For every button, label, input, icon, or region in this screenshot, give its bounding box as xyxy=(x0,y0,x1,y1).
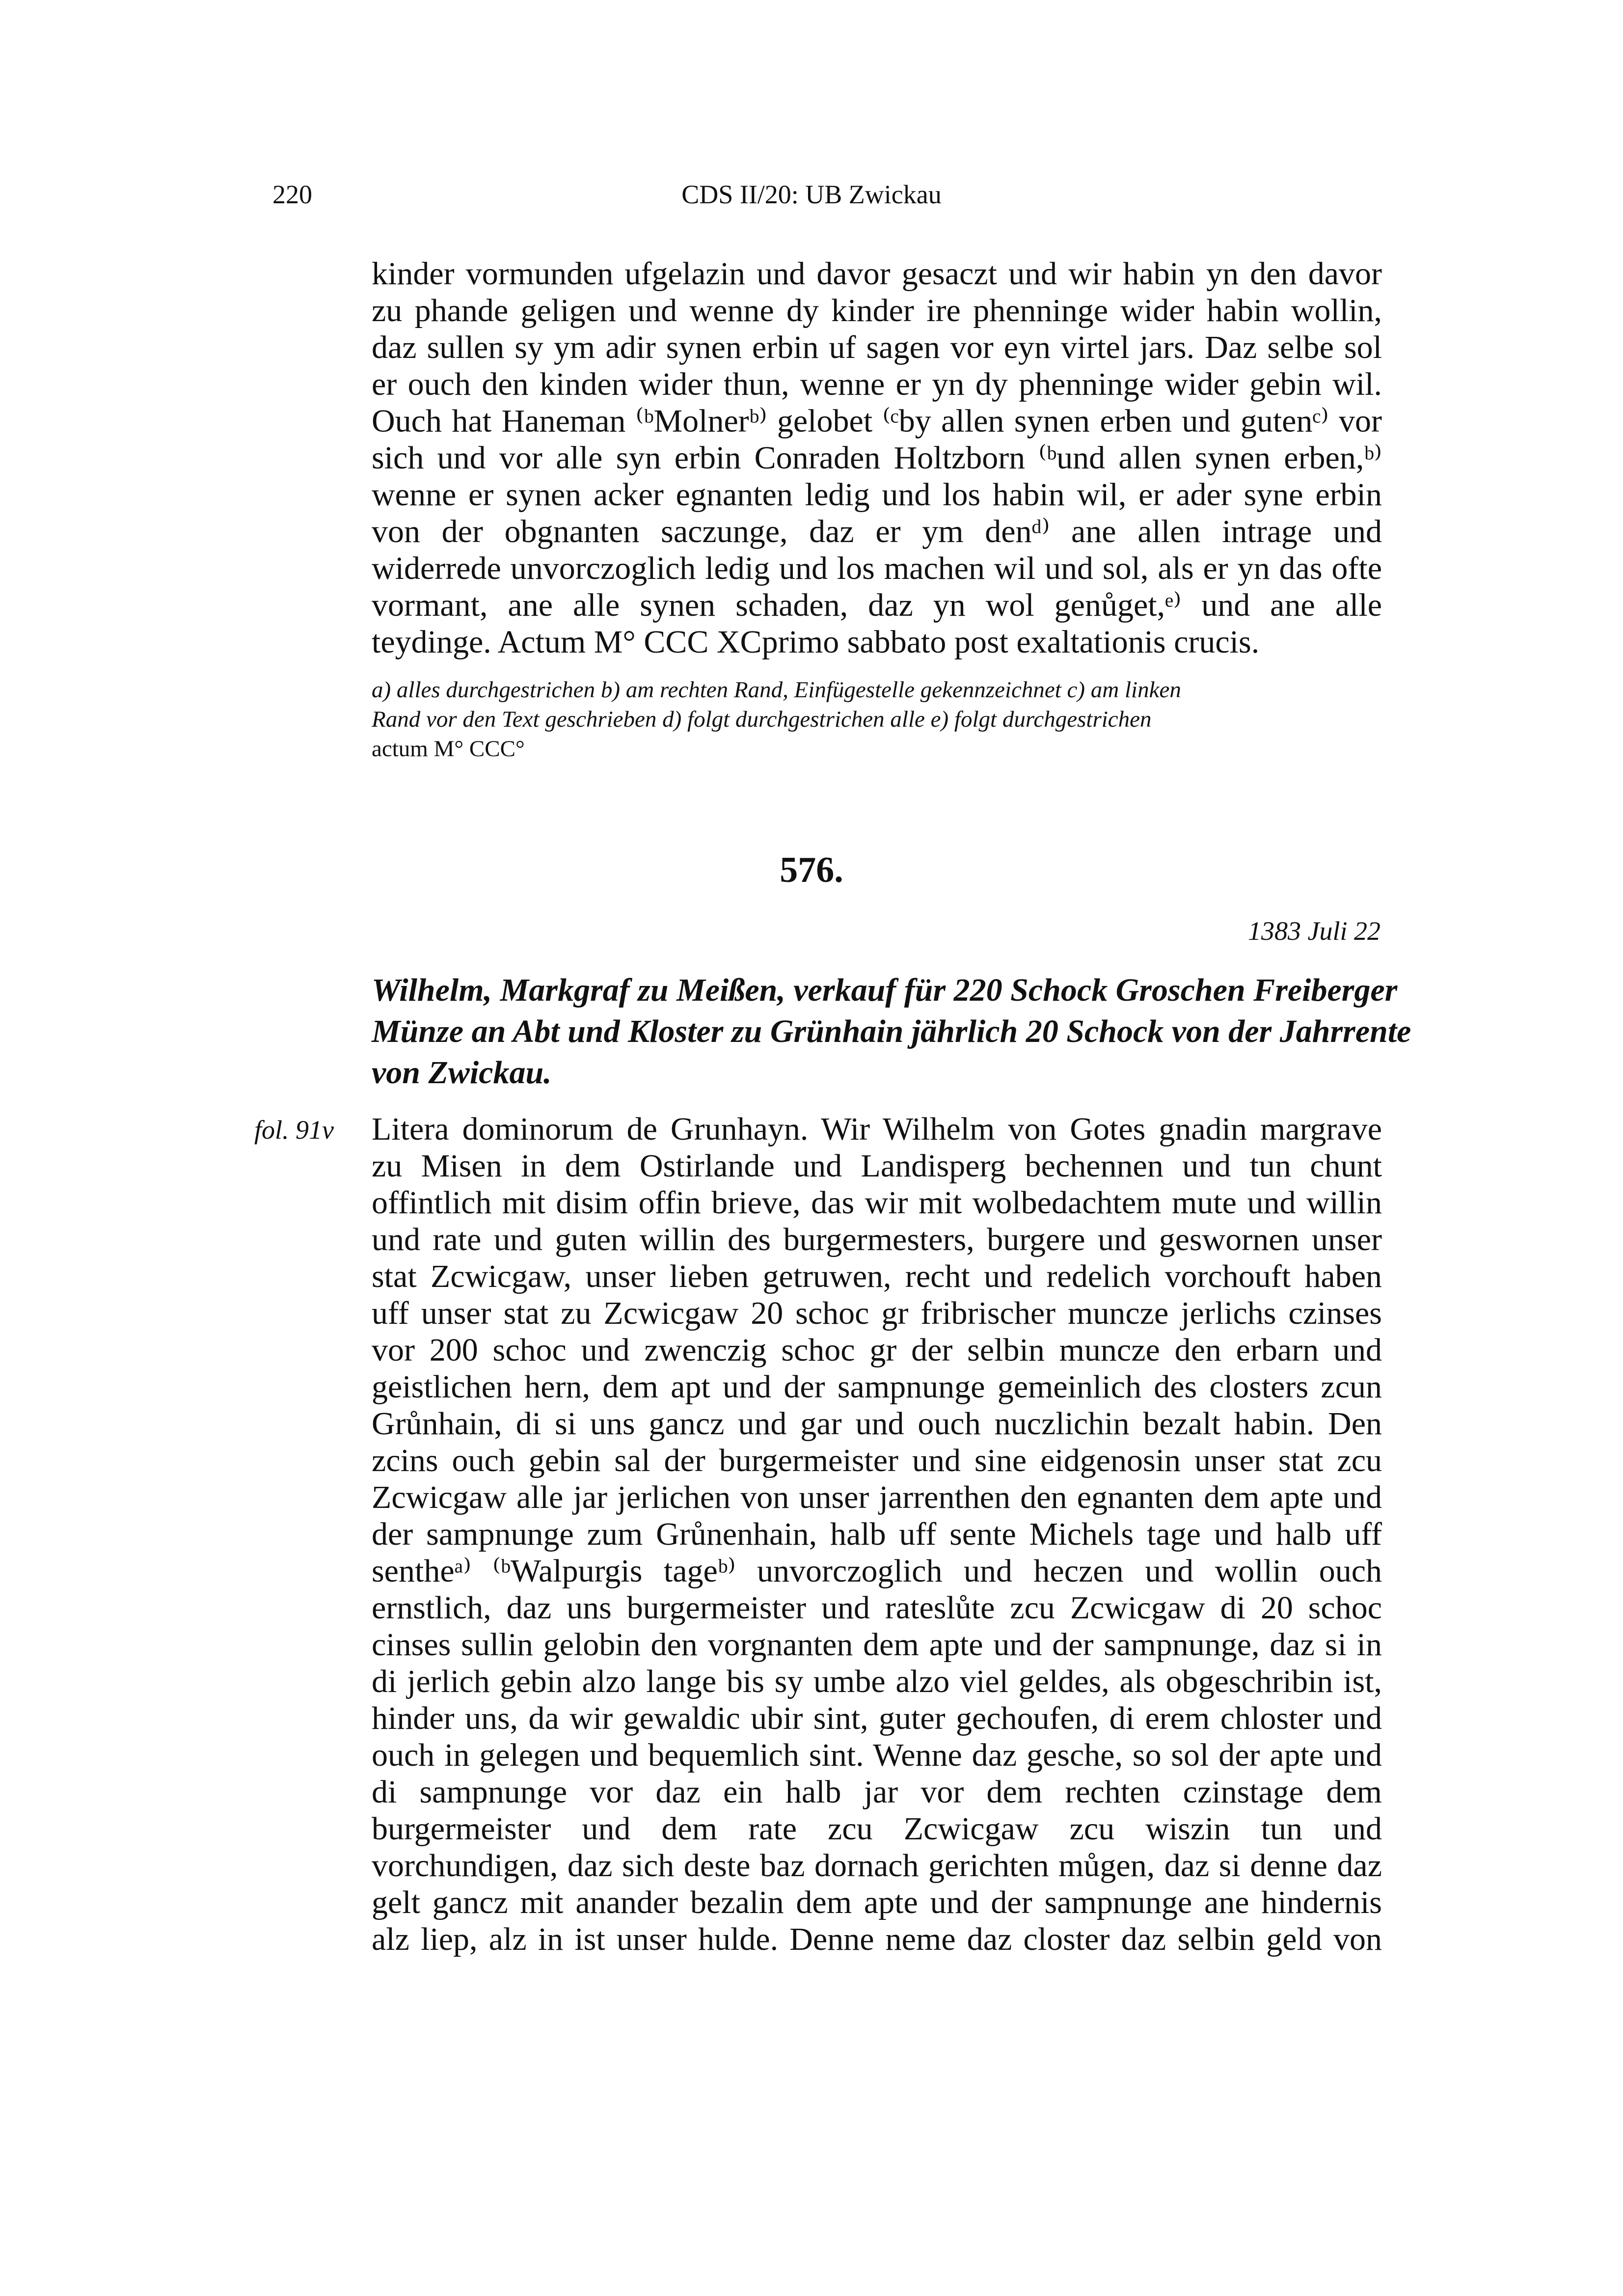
text-line: hinder uns, da wir gewaldic ubir sint, guter gechoufen, di erem chloster und xyxy=(372,1700,1382,1736)
text-line: vormant, ane alle synen schaden, daz yn wol genůget,ᵉ⁾ und ane alle xyxy=(372,587,1382,623)
text-line: offintlich mit disim offin brieve, das wir mit wolbedachtem mute und willin xyxy=(372,1185,1382,1221)
text-line: zu phande geligen und wenne dy kinder ire phenninge wider habin wollin, xyxy=(372,293,1382,328)
text-line: sentheᵃ⁾ ⁽ᵇWalpurgis tageᵇ⁾ unvorczoglich und heczen und wollin ouch xyxy=(372,1553,1382,1589)
regest-line: Münze an Abt und Kloster zu Grünhain jährlich 20 Schock von der Jahrrente xyxy=(372,1013,1411,1049)
text-line: zcins ouch gebin sal der burgermeister und sine eidgenosin unser stat zcu xyxy=(372,1443,1382,1478)
regest-line: von Zwickau. xyxy=(372,1055,552,1091)
text-line: vorchundigen, daz sich deste baz dornach gerichten můgen, daz si denne daz xyxy=(372,1848,1382,1884)
text-line: teydinge. Actum M° CCC XCprimo sabbato post exaltationis crucis. xyxy=(372,624,1260,660)
apparatus-line: a) alles durchgestrichen b) am rechten Rand, Einfügestelle gekennzeichnet c) am linken xyxy=(372,677,1181,703)
text-line: ouch in gelegen und bequemlich sint. Wenne daz gesche, so sol der apte und xyxy=(372,1737,1382,1773)
text-line: ernstlich, daz uns burgermeister und rateslůte zcu Zcwicgaw di 20 schoc xyxy=(372,1590,1382,1626)
apparatus-line: actum M° CCC° xyxy=(372,736,525,762)
text-line: cinses sullin gelobin den vorgnanten dem apte und der sampnunge, daz si in xyxy=(372,1627,1382,1663)
text-line: sich und vor alle syn erbin Conraden Holtzborn ⁽ᵇund allen synen erben,ᵇ⁾ xyxy=(372,440,1382,476)
text-line: kinder vormunden ufgelazin und davor gesaczt und wir habin yn den davor xyxy=(372,256,1382,292)
text-line: stat Zcwicgaw, unser lieben getruwen, recht und redelich vorchouft haben xyxy=(372,1258,1382,1294)
continuation-text xyxy=(372,255,1382,660)
text-line: widerrede unvorczoglich ledig und los machen wil und sol, als er yn das ofte xyxy=(372,550,1382,586)
text-line: von der obgnanten saczunge, daz er ym denᵈ⁾ ane allen intrage und xyxy=(372,514,1382,549)
text-line: alz liep, alz in ist unser hulde. Denne neme daz closter daz selbin geld von xyxy=(372,1921,1382,1957)
text-line: gelt gancz mit anander bezalin dem apte und der sampnunge ane hindernis xyxy=(372,1885,1382,1920)
text-line: Ouch hat Haneman ⁽ᵇMolnerᵇ⁾ gelobet ⁽ᶜby allen synen erben und gutenᶜ⁾ vor xyxy=(372,403,1382,439)
regest xyxy=(372,970,1411,1093)
text-line: uff unser stat zu Zcwicgaw 20 schoc gr fribrischer muncze jerlichs czinses xyxy=(372,1295,1382,1331)
text-line: di sampnunge vor daz ein halb jar vor dem rechten czinstage dem xyxy=(372,1774,1382,1810)
text-line: zu Misen in dem Ostirlande und Landisperg bechennen und tun chunt xyxy=(372,1148,1382,1184)
running-title: CDS II/20: UB Zwickau xyxy=(681,180,942,209)
text-line: geistlichen hern, dem apt und der sampnunge gemeinlich des closters zcun xyxy=(372,1369,1382,1405)
apparatus-line: Rand vor den Text geschrieben d) folgt durchgestrichen alle e) folgt durchgestrichen xyxy=(372,707,1152,732)
text-line: er ouch den kinden wider thun, wenne er yn dy phenninge wider gebin wil. xyxy=(372,366,1382,402)
text-line: burgermeister und dem rate zcu Zcwicgaw zcu wiszin tun und xyxy=(372,1811,1382,1847)
page-number: 220 xyxy=(272,180,312,209)
text-line: wenne er synen acker egnanten ledig und los habin wil, er ader syne erbin xyxy=(372,477,1382,513)
folio-marginal: fol. 91v xyxy=(254,1115,334,1145)
text-line: Zcwicgaw alle jar jerlichen von unser jarrenthen den egnanten dem apte und xyxy=(372,1479,1382,1515)
document-number: 576. xyxy=(780,850,843,890)
text-line: und rate und guten willin des burgermesters, burgere und geswornen unser xyxy=(372,1222,1382,1257)
text-line: Litera dominorum de Grunhayn. Wir Wilhelm von Gotes gnadin margrave xyxy=(372,1111,1382,1147)
text-line: vor 200 schoc und zwenczig schoc gr der selbin muncze den erbarn und xyxy=(372,1332,1382,1368)
text-line: daz sullen sy ym adir synen erbin uf sagen vor eyn virtel jars. Daz selbe sol xyxy=(372,329,1382,365)
document-text xyxy=(372,1111,1382,1958)
critical-apparatus xyxy=(372,675,1382,764)
document-date: 1383 Juli 22 xyxy=(1248,916,1380,946)
text-line: der sampnunge zum Grůnenhain, halb uff sente Michels tage und halb uff xyxy=(372,1516,1382,1552)
regest-line: Wilhelm, Markgraf zu Meißen, verkauf für 220 Schock Groschen Freiberger xyxy=(372,972,1398,1008)
text-line: di jerlich gebin alzo lange bis sy umbe alzo viel geldes, als obgeschribin ist, xyxy=(372,1664,1382,1699)
text-line: Grůnhain, di si uns gancz und gar und ouch nuczlichin bezalt habin. Den xyxy=(372,1406,1382,1442)
